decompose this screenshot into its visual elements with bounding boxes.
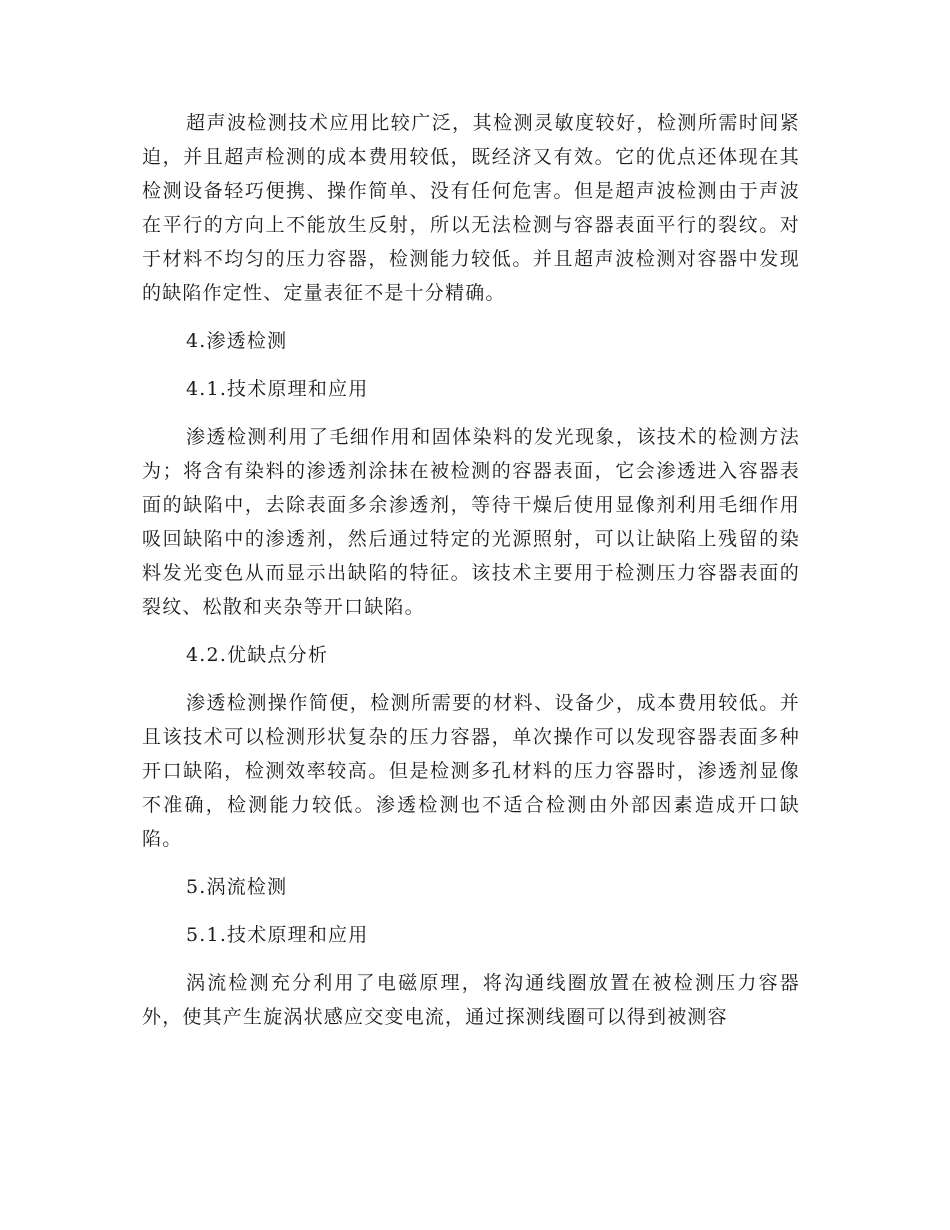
paragraph-ultrasonic-summary: 超声波检测技术应用比较广泛，其检测灵敏度较好，检测所需时间紧迫，并且超声检测的成本费用较低，既经济又有效。它的优点还体现在其检测设备轻巧便携、操作简单、没有任何危害。但是超声波检测由于声波在平行的方向上不能放生反射，所以无法检测与容器表面平行的裂纹。对于材料不均匀的压力容器，检测能力较低。并且超声波检测对容器中发现的缺陷作定性、定量表征不是十分精确。 [142,112,800,304]
document-body [142,106,800,1034]
section-heading-eddy-current: 5.涡流检测 [186,876,288,898]
section-heading-penetrant: 4.渗透检测 [186,330,288,352]
paragraph-penetrant-principle: 渗透检测利用了毛细作用和固体染料的发光现象，该技术的检测方法为；将含有染料的渗透剂涂抹在被检测的容器表面，它会渗透进入容器表面的缺陷中，去除表面多余渗透剂，等待干燥后使用显像剂利用毛细作用吸回缺陷中的渗透剂，然后通过特定的光源照射，可以让缺陷上残留的染料发光变色从而显示出缺陷的特征。该技术主要用于检测压力容器表面的裂纹、松散和夹杂等开口缺陷。 [142,426,800,618]
subsection-heading-penetrant-principle: 4.1.技术原理和应用 [186,378,369,400]
subsection-heading-eddy-principle: 5.1.技术原理和应用 [186,924,369,946]
subsection-heading-penetrant-analysis: 4.2.优缺点分析 [186,644,329,666]
paragraph-eddy-principle: 涡流检测充分利用了电磁原理，将沟通线圈放置在被检测压力容器外，使其产生旋涡状感应交变电流，通过探测线圈可以得到被测容 [142,972,800,1028]
paragraph-penetrant-analysis: 渗透检测操作简便，检测所需要的材料、设备少，成本费用较低。并且该技术可以检测形状复杂的压力容器，单次操作可以发现容器表面多种开口缺陷，检测效率较高。但是检测多孔材料的压力容器时，渗透剂显像不准确，检测能力较低。渗透检测也不适合检测由外部因素造成开口缺陷。 [142,692,800,850]
